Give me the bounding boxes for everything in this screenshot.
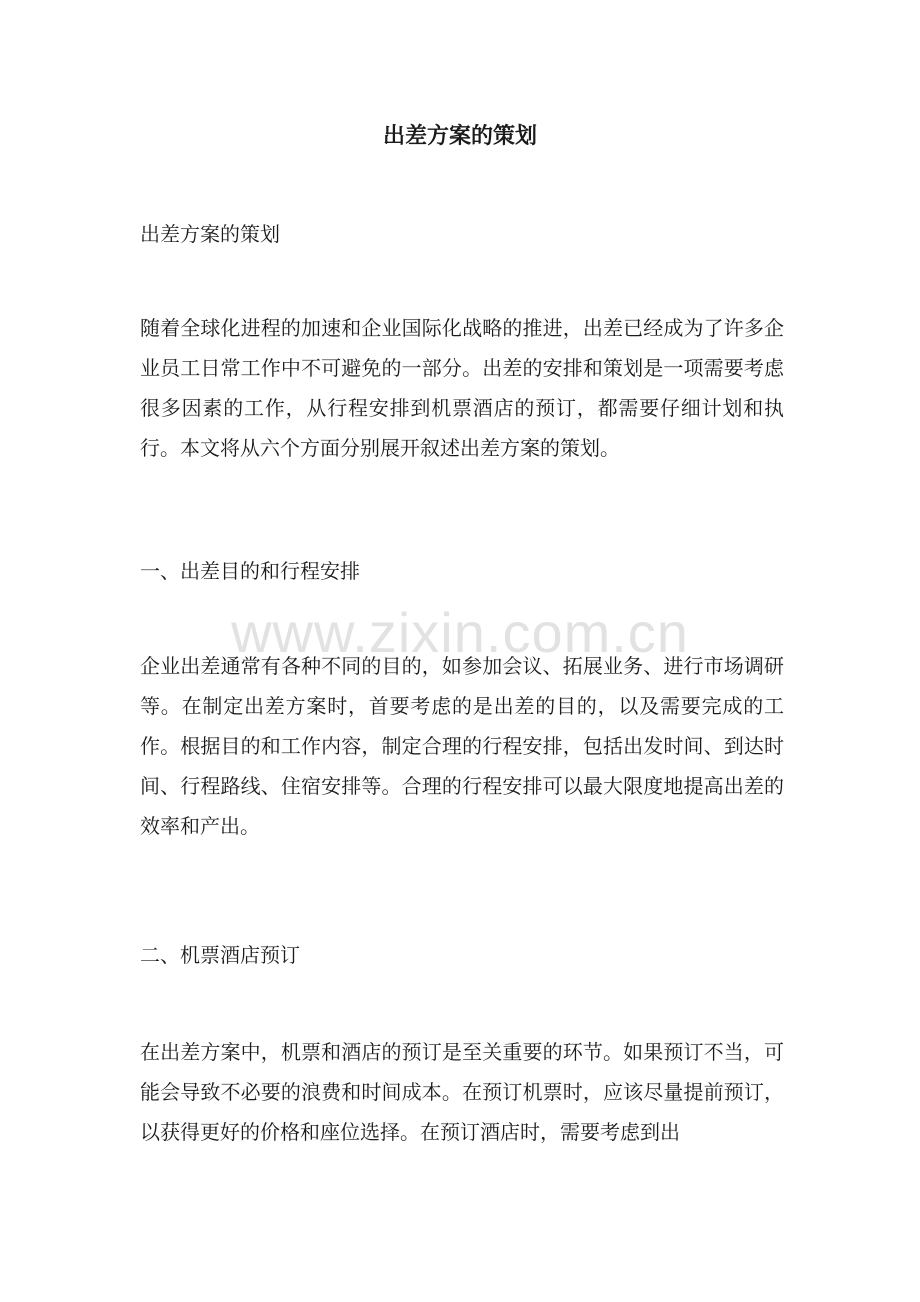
section-paragraph-1: 企业出差通常有各种不同的目的，如参加会议、拓展业务、进行市场调研等。在制定出差方案时，首要考虑的是出差的目的，以及需要完成的工作。根据目的和工作内容，制定合理的行程安排，包括出发时间、到达时间、行程路线、住宿安排等。合理的行程安排可以最大限度地提高出差的效率和产出。 bbox=[140, 654, 784, 838]
watermark: www.zixin.com.cn bbox=[231, 601, 689, 664]
document-subtitle: 出差方案的策划 bbox=[140, 222, 280, 246]
section-paragraph-2: 在出差方案中，机票和酒店的预订是至关重要的环节。如果预订不当，可能会导致不必要的浪费和时间成本。在预订机票时，应该尽量提前预订，以获得更好的价格和座位选择。在预订酒店时，需要考虑到出 bbox=[140, 1040, 784, 1144]
intro-paragraph: 随着全球化进程的加速和企业国际化战略的推进，出差已经成为了许多企业员工日常工作中不可避免的一部分。出差的安排和策划是一项需要考虑很多因素的工作，从行程安排到机票酒店的预订，都需要仔细计划和执行。本文将从六个方面分别展开叙述出差方案的策划。 bbox=[140, 316, 784, 460]
page-title: 出差方案的策划 bbox=[382, 123, 537, 149]
section-heading-1: 一、出差目的和行程安排 bbox=[140, 559, 360, 583]
section-heading-2: 二、机票酒店预订 bbox=[140, 943, 300, 967]
